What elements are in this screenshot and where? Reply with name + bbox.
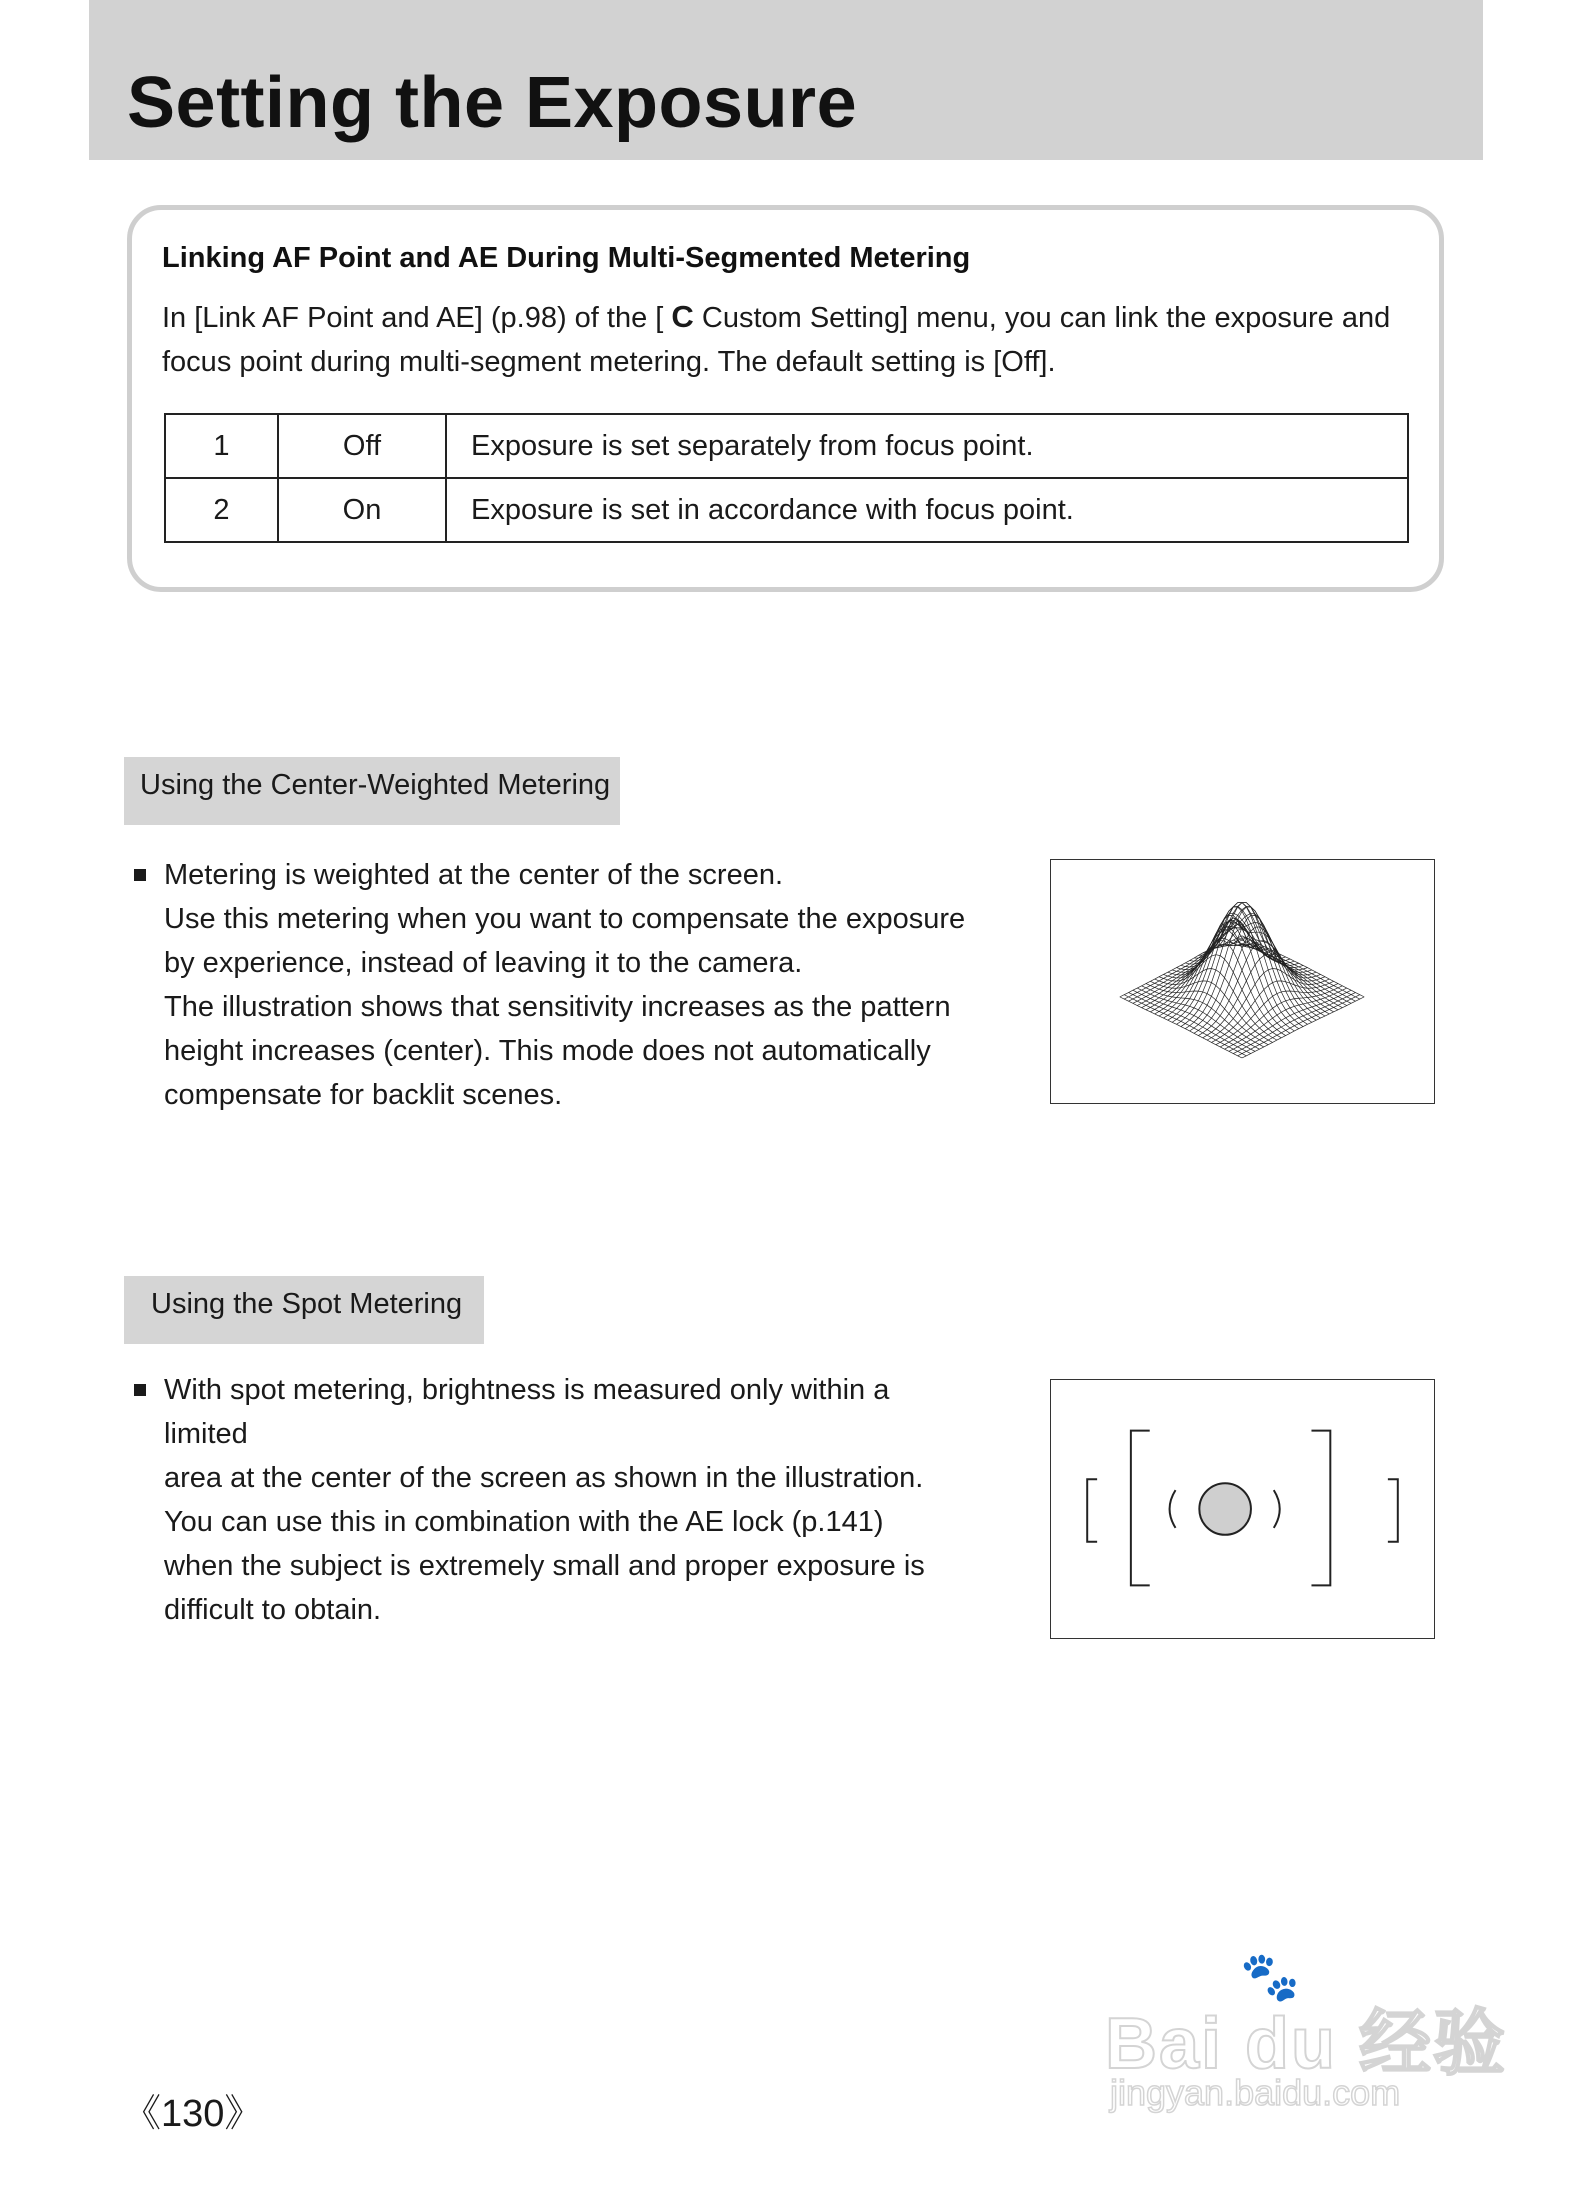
wireframe-surface-icon bbox=[1051, 860, 1434, 1103]
spot-metering-frame-icon bbox=[1051, 1380, 1434, 1638]
center-weighted-bullet bbox=[134, 853, 974, 1117]
center-weighted-text: Metering is weighted at the center of the screen. Use this metering when you want to compensate the exposure by experience, instead of leaving it to the camera. The illustration shows that sensitivity increases as the pattern height increases (center). This mode does not automatically compensate for backlit scenes. bbox=[164, 859, 966, 1111]
spot-left-paren bbox=[1170, 1490, 1176, 1528]
baidu-watermark-url: jingyan.baidu.com bbox=[1110, 2072, 1401, 2113]
inner-right-bracket bbox=[1311, 1431, 1330, 1586]
para-part-1: In [Link AF Point and AE] (p.98) of the [ bbox=[162, 302, 672, 334]
option-description: Exposure is set separately from focus point. bbox=[446, 414, 1408, 478]
page-title: Setting the Exposure bbox=[127, 63, 858, 143]
bullet-square-icon bbox=[134, 1384, 146, 1396]
bullet-square-icon bbox=[134, 869, 146, 881]
link-af-ae-heading: Linking AF Point and AE During Multi-Segmented Metering bbox=[162, 242, 971, 274]
option-value: On bbox=[278, 478, 446, 542]
option-description: Exposure is set in accordance with focus point. bbox=[446, 478, 1408, 542]
link-options-table bbox=[164, 413, 1409, 543]
option-number: 2 bbox=[165, 478, 278, 542]
spot-circle bbox=[1199, 1483, 1251, 1535]
page-number: 《130》 bbox=[123, 2093, 263, 2135]
link-af-ae-paragraph bbox=[162, 295, 1402, 384]
outer-left-bracket bbox=[1087, 1479, 1097, 1542]
inner-left-bracket bbox=[1131, 1431, 1150, 1586]
table-row bbox=[165, 414, 1408, 478]
table-row bbox=[165, 478, 1408, 542]
spot-metering-illustration bbox=[1050, 1379, 1435, 1639]
option-value: Off bbox=[278, 414, 446, 478]
para-part-2: Custom Setting] menu, you can link the exposure and focus point during multi-segment metering. The default setting is [Off]. bbox=[162, 302, 1391, 378]
spot-right-paren bbox=[1274, 1490, 1280, 1528]
spot-metering-bullet bbox=[134, 1368, 974, 1632]
center-weighted-illustration bbox=[1050, 859, 1435, 1104]
baidu-paw-icon: 🐾 bbox=[1240, 1951, 1300, 2004]
outer-right-bracket bbox=[1388, 1479, 1398, 1542]
spot-metering-tab: Using the Spot Metering bbox=[124, 1276, 484, 1344]
custom-setting-icon: C bbox=[671, 299, 694, 334]
spot-metering-text: With spot metering, brightness is measured only within a limited area at the center of the screen as shown in the illustration. You can use this in combination with the AE lock (p.141) when the subject is extremely small and proper exposure is difficult to obtain. bbox=[164, 1374, 925, 1626]
center-weighted-tab: Using the Center-Weighted Metering bbox=[124, 757, 620, 825]
baidu-watermark-logo: Bai du 经验 bbox=[1105, 2004, 1508, 2084]
option-number: 1 bbox=[165, 414, 278, 478]
